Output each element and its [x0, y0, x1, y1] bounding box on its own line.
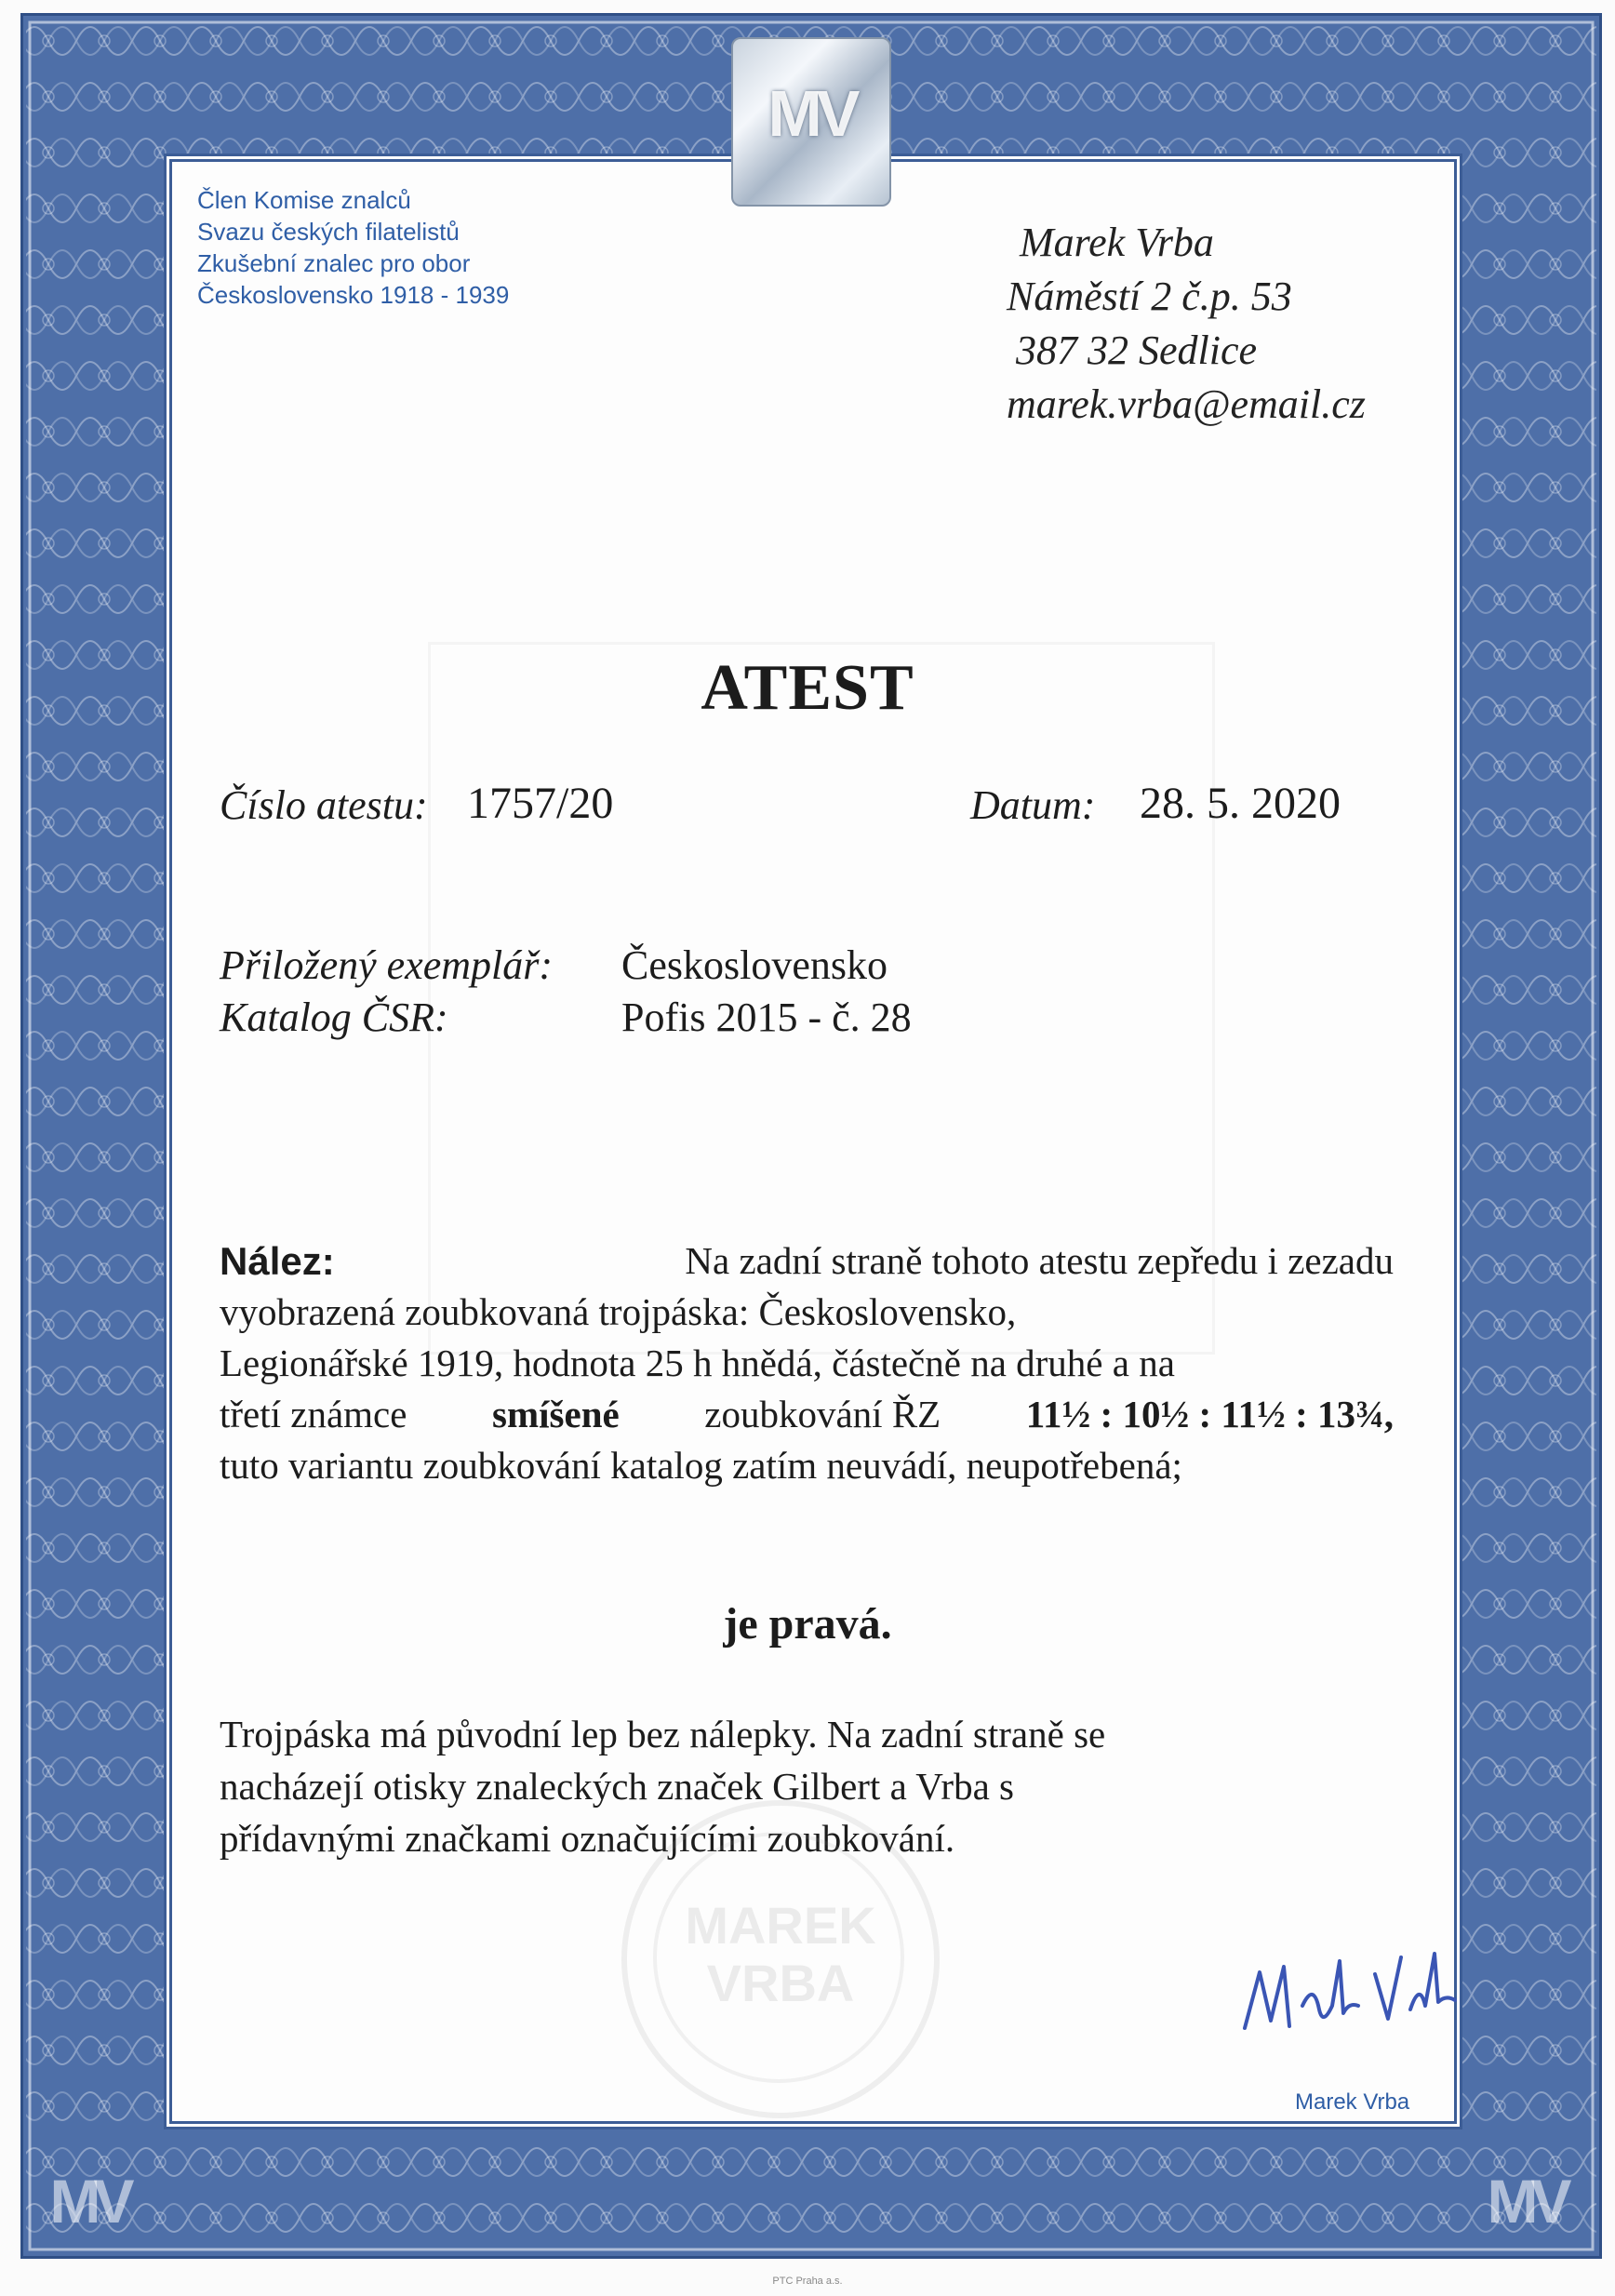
- mv-logo-left: MV: [49, 2167, 127, 2236]
- signature-icon: [1228, 1916, 1470, 2065]
- expert-address: [1007, 216, 1435, 432]
- finding-text: zoubkování ŘZ: [704, 1393, 941, 1435]
- finding-text: tuto variantu zoubkování katalog zatím neuvádí, neupotřebená;: [220, 1444, 1182, 1487]
- address-city: 387 32 Sedlice: [1016, 327, 1258, 373]
- note-line: přídavnými značkami označujícími zoubkování.: [220, 1817, 955, 1860]
- specimen-label: Přiložený exemplář:: [220, 942, 553, 988]
- note-line: nacházejí otisky znaleckých značek Gilbert a Vrba s: [220, 1765, 1014, 1808]
- number-value: 1757/20: [467, 779, 614, 828]
- expert-info: [197, 184, 681, 311]
- finding-lead: Nález:: [220, 1239, 335, 1283]
- address-email: marek.vrba@email.cz: [1007, 381, 1366, 427]
- verdict: je pravá.: [723, 1599, 892, 1649]
- date-value: 28. 5. 2020: [1140, 779, 1341, 828]
- signature-name: Marek Vrba: [1295, 2089, 1410, 2115]
- hologram-sticker: [731, 37, 891, 207]
- finding-line: [220, 1287, 1394, 1338]
- expert-info-line: Člen Komise znalců: [197, 186, 411, 214]
- embossed-seal: [621, 1800, 940, 2118]
- expert-info-line: Svazu českých filatelistů: [197, 218, 460, 246]
- catalog-label: Katalog ČSR:: [220, 994, 448, 1040]
- specimen-value: Československo: [621, 942, 888, 988]
- finding-line: [220, 1338, 1394, 1389]
- finding-line: [220, 1235, 1394, 1287]
- note-line: Trojpáska má původní lep bez nálepky. Na zadní straně se: [220, 1713, 1106, 1755]
- perforation-values: 11½ : 10½ : 11½ : 13¾,: [1025, 1393, 1394, 1435]
- finding-text: Na zadní straně tohoto atestu zepředu i zezadu: [685, 1239, 1394, 1282]
- date-label: Datum:: [970, 782, 1096, 828]
- finding-line: [220, 1440, 1394, 1491]
- finding-text: Legionářské 1919, hodnota 25 h hnědá, částečně na druhé a na: [220, 1342, 1175, 1384]
- address-street: Náměstí 2 č.p. 53: [1007, 274, 1292, 319]
- catalog-value: Pofis 2015 - č. 28: [621, 994, 912, 1040]
- expert-info-line: Zkušební znalec pro obor: [197, 249, 471, 277]
- finding-paragraph: [220, 1235, 1394, 1491]
- certificate-title: ATEST: [701, 652, 914, 724]
- finding-emphasis: smíšené: [492, 1393, 620, 1435]
- finding-text: vyobrazená zoubkovaná trojpáska: Československo,: [220, 1290, 1017, 1333]
- finding-line: [220, 1389, 1394, 1440]
- hologram-mark: MV: [767, 77, 855, 150]
- seal-line: MAREK: [685, 1896, 876, 1955]
- expert-info-line: Československo 1918 - 1939: [197, 281, 510, 309]
- address-name: Marek Vrba: [1020, 220, 1214, 265]
- mv-logo-right: MV: [1487, 2167, 1565, 2236]
- printer-imprint: PTC Praha a.s.: [772, 2276, 843, 2287]
- number-label: Číslo atestu:: [220, 782, 428, 828]
- finding-text: třetí známce: [220, 1393, 407, 1435]
- seal-line: VRBA: [706, 1954, 855, 2012]
- seal-text: [627, 1897, 934, 2012]
